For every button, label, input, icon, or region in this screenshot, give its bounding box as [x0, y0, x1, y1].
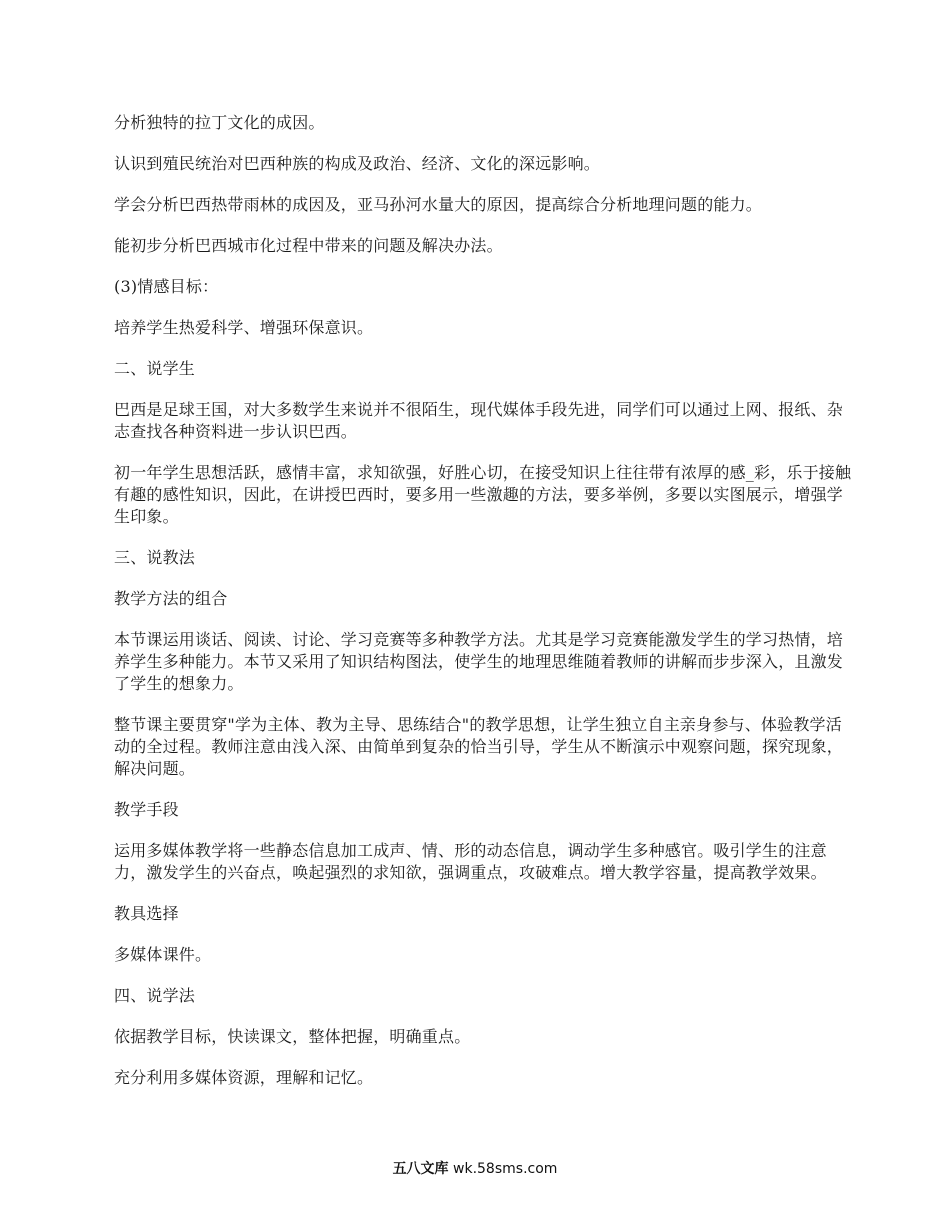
paragraph: 运用多媒体教学将一些静态信息加工成声、情、形的动态信息，调动学生多种感官。吸引学生的注意力，激发学生的兴奋点，唤起强烈的求知欲，强调重点，攻破难点。增大教学容量，提高教学效果。 — [114, 841, 827, 882]
paragraph: 多媒体课件。 — [114, 945, 212, 964]
paragraph: 巴西是足球王国，对大多数学生来说并不很陌生，现代媒体手段先进，同学们可以通过上网、报纸、杂志查找各种资料进一步认识巴西。 — [114, 400, 844, 441]
paragraph: 培养学生热爱科学、增强环保意识。 — [114, 318, 374, 337]
section-heading: 四、说学法 — [114, 986, 196, 1005]
section-heading: 二、说学生 — [114, 359, 196, 378]
page-footer — [0, 1158, 950, 1178]
section-heading: 三、说教法 — [114, 548, 196, 567]
paragraph: 整节课主要贯穿"学为主体、教为主导、思练结合"的教学思想，让学生独立自主亲身参与、体验教学活动的全过程。教师注意由浅入深、由简单到复杂的恰当引导，学生从不断演示中观察问题，探究现象，解决问题。 — [114, 715, 844, 778]
paragraph: 学会分析巴西热带雨林的成因及，亚马孙河水量大的原因，提高综合分析地理问题的能力。 — [114, 195, 763, 214]
paragraph: 初一年学生思想活跃，感情丰富，求知欲强，好胜心切，在接受知识上往往带有浓厚的感_彩，乐于接触有趣的感性知识，因此，在讲授巴西时，要多用一些激趣的方法，要多举例，多要以实图展示，增强学生印象。 — [114, 463, 852, 526]
document-body — [114, 112, 854, 1108]
section-subheading: 教具选择 — [114, 904, 179, 923]
paragraph: 分析独特的拉丁文化的成因。 — [114, 113, 325, 132]
paragraph: 认识到殖民统治对巴西种族的构成及政治、经济、文化的深远影响。 — [114, 154, 601, 173]
paragraph: 本节课运用谈话、阅读、讨论、学习竞赛等多种教学方法。尤其是学习竞赛能激发学生的学习热情，培养学生多种能力。本节又采用了知识结构图法，使学生的地理思维随着教师的讲解而步步深入，且激发了学生的想象力。 — [114, 630, 844, 693]
paragraph: 依据教学目标，快读课文，整体把握，明确重点。 — [114, 1027, 471, 1046]
footer-site-link[interactable]: wk.58sms.com — [453, 1161, 558, 1177]
section-subheading: 教学手段 — [114, 800, 179, 819]
footer-brand: 五八文库 — [392, 1161, 449, 1177]
paragraph: 充分利用多媒体资源，理解和记忆。 — [114, 1068, 374, 1087]
section-subheading: 教学方法的组合 — [114, 589, 228, 608]
paragraph: 能初步分析巴西城市化过程中带来的问题及解决办法。 — [114, 236, 503, 255]
section-subheading: (3)情感目标： — [114, 277, 219, 296]
